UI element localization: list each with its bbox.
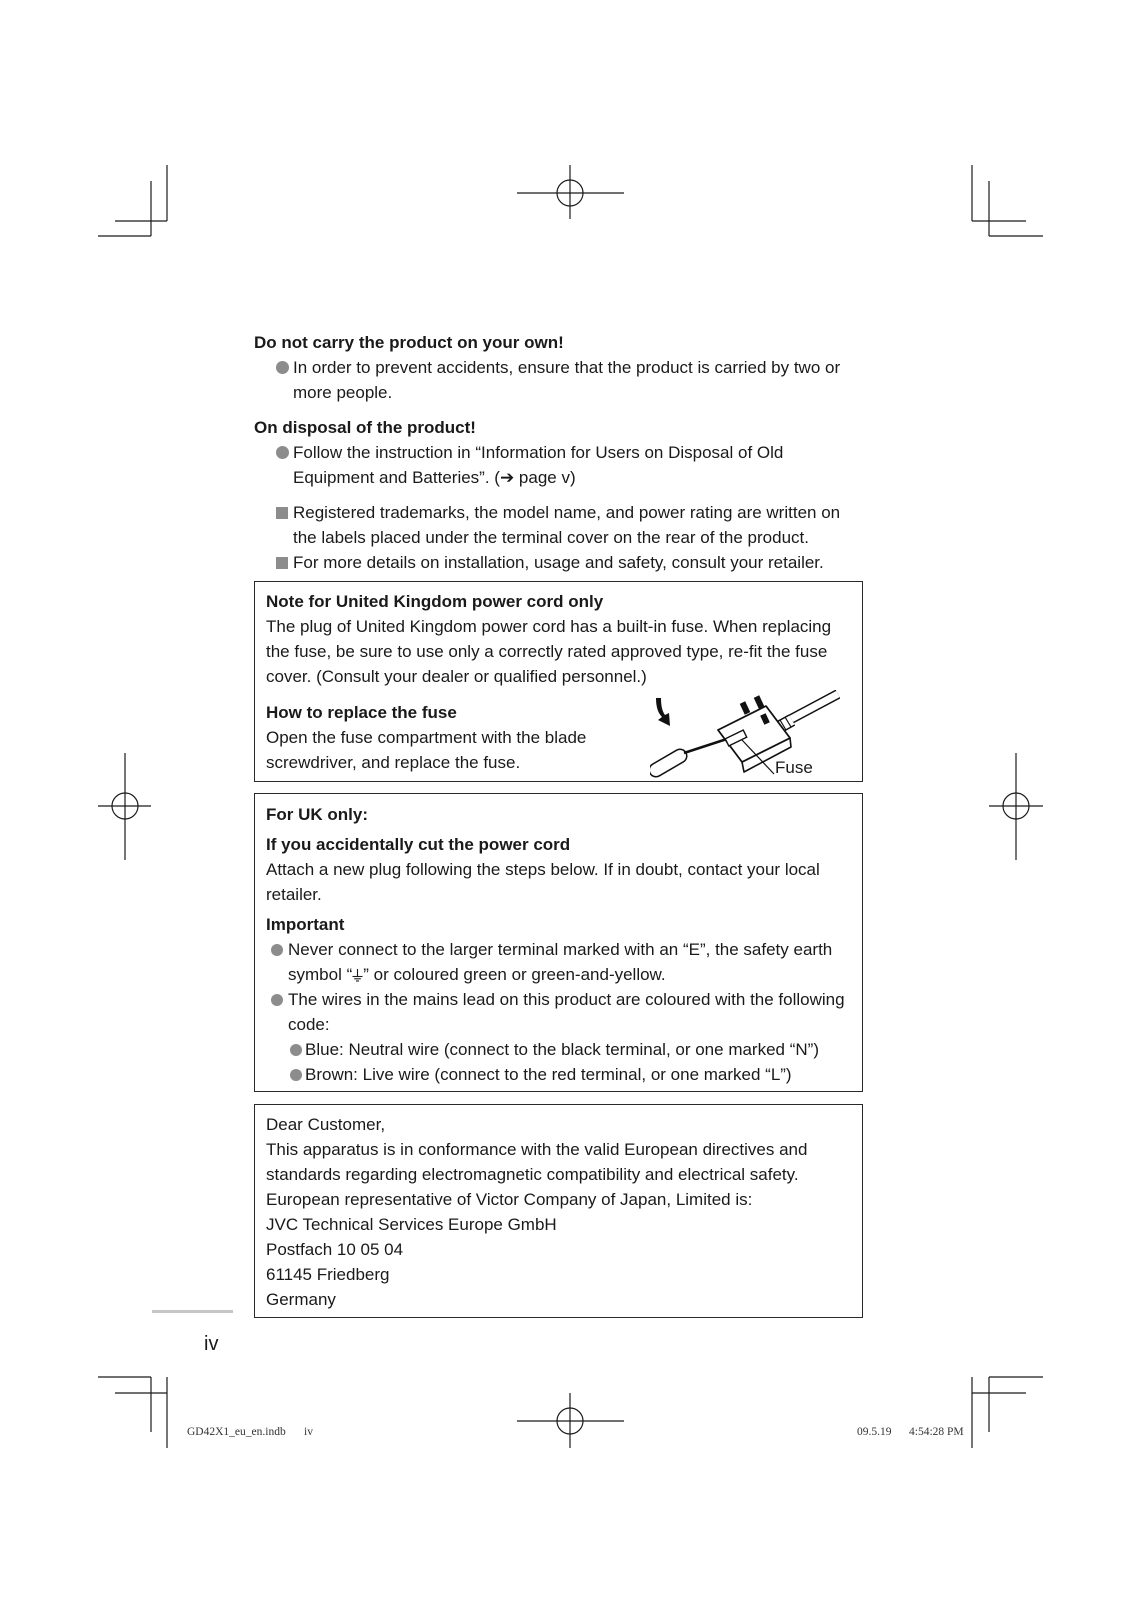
bullet-item [254,440,863,490]
main-content [254,330,863,1318]
section-heading: Do not carry the product on your own! [254,333,564,352]
fuse-callout-label: Fuse [775,758,813,777]
address-city: 61145 Friedberg [266,1265,390,1284]
down-arrow-icon [656,698,670,726]
bullet-item [266,937,851,987]
customer-notice-box [254,1104,863,1318]
uk-power-cord-note-box [254,581,863,782]
footer-date: 09.5.19 [857,1426,892,1438]
note-text: For more details on installation, usage and safety, consult your retailer. [293,553,824,572]
registration-mark-left [98,753,151,860]
registration-mark-right [989,753,1043,860]
page-number: iv [204,1333,219,1355]
wire-code-item [266,1062,851,1087]
cut-cord-body: Attach a new plug following the steps below. If in doubt, contact your local retailer. [266,860,820,904]
note-item [254,500,863,550]
box-title: Note for United Kingdom power cord only [266,592,604,611]
wire-code-text: Blue: Neutral wire (connect to the black terminal, or one marked “N”) [305,1040,819,1059]
crop-mark-top-right [972,165,1043,236]
uk-only-box [254,793,863,1092]
section-heading: On disposal of the product! [254,418,476,437]
bullet-text: ” or coloured green or green-and-yellow. [363,965,666,984]
crop-mark-bottom-left [98,1377,167,1448]
important-heading: Important [266,915,345,934]
address-country: Germany [266,1290,336,1309]
earth-ground-icon [352,968,363,982]
notice-representative-text: European representative of Victor Company of Japan, Limited is: [266,1190,753,1209]
bullet-text: In order to prevent accidents, ensure that the product is carried by two or more people. [293,358,841,402]
address-postfach: Postfach 10 05 04 [266,1240,404,1259]
section-carry-warning [254,330,863,405]
bullet-icon [276,361,289,374]
bullet-text: Never connect to the larger terminal marked with an “E”, the safety earth symbol “ [288,940,833,984]
bullet-item [266,987,851,1037]
crop-mark-bottom-right [972,1377,1043,1448]
footer-file-name: GD42X1_eu_en.indb [187,1426,286,1438]
bullet-text: Follow the instruction in “Information for Users on Disposal of Old Equipment and Batteries”. (➔ page v) [293,443,784,487]
footer-time: 4:54:28 PM [909,1426,964,1438]
crop-mark-top-left [98,165,167,236]
footer-page: iv [304,1426,313,1438]
fuse-instructions: Open the fuse compartment with the blade screwdriver, and replace the fuse. [266,728,587,772]
notes-list [254,500,863,575]
cut-cord-heading: If you accidentally cut the power cord [266,835,571,854]
registration-mark-top [517,165,624,219]
notice-greeting: Dear Customer, [266,1115,386,1134]
registration-mark-bottom [517,1393,624,1448]
bullet-item [254,355,863,405]
address-company: JVC Technical Services Europe GmbH [266,1215,557,1234]
bullet-icon [271,944,283,956]
wire-code-text: Brown: Live wire (connect to the red terminal, or one marked “L”) [305,1065,792,1084]
note-item [254,550,863,575]
note-text: Registered trademarks, the model name, and power rating are written on the labels placed under the terminal cover on the rear of the product. [293,503,841,547]
square-bullet-icon [276,507,288,519]
fuse-heading: How to replace the fuse [266,703,457,722]
bullet-text: The wires in the mains lead on this product are coloured with the following code: [288,990,845,1034]
bullet-icon [276,446,289,459]
bullet-icon [271,994,283,1006]
notice-conformance-text: This apparatus is in conformance with the valid European directives and standards regarding electromagnetic compatibility and electrical safety. [266,1140,808,1184]
page-number-rule [152,1310,233,1313]
section-disposal [254,415,863,490]
bullet-icon [290,1069,302,1081]
bullet-icon [290,1044,302,1056]
wire-code-item [266,1037,851,1062]
box-body: The plug of United Kingdom power cord has a built-in fuse. When replacing the fuse, be sure to use only a correctly rated approved type, re-fit the fuse cover. (Consult your dealer or qualified personnel.) [266,617,832,686]
box-title: For UK only: [266,805,368,824]
square-bullet-icon [276,557,288,569]
